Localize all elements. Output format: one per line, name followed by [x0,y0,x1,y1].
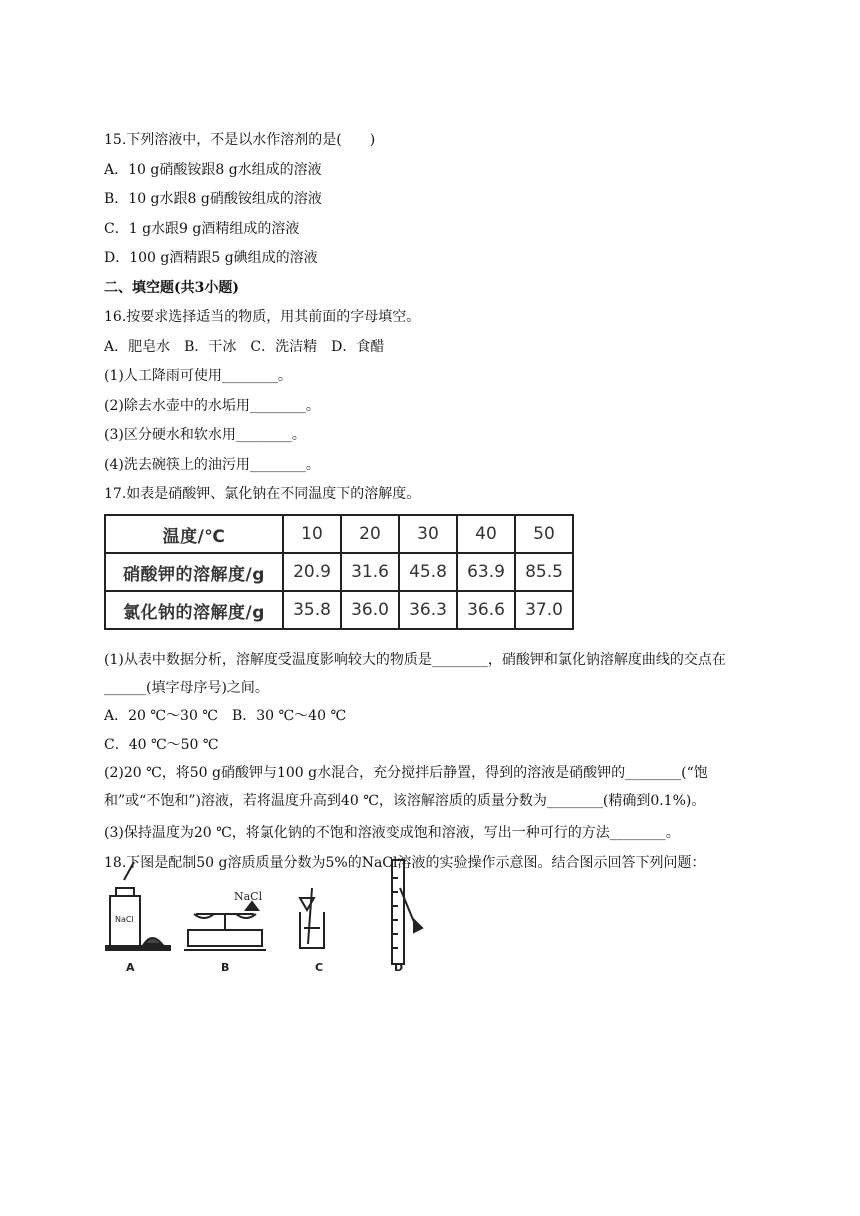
q18-stem: 18.下图是配制50 g溶质质量分数为5%的NaCl溶液的实验操作示意图。结合图示回答下列问题： [104,855,706,871]
table-cell: 20 [341,515,399,553]
reagent-bottle-illustration [106,862,170,950]
q16-part-3: (3)区分硬水和软水用________。 [104,427,306,443]
q16-part-4: (4)洗去碗筷上的油污用________。 [104,457,320,473]
table-cell: 45.8 [399,553,457,591]
q15-option-a: A．10 g硝酸铵跟8 g水组成的溶液 [104,162,322,178]
q16-part-1: (1)人工降雨可使用________。 [104,368,292,384]
figure-label-c: C [315,961,324,974]
table-cell: 37.0 [515,591,573,629]
balance-label: NaCl [234,890,263,903]
table-row [105,515,573,553]
table-row-label: 氯化钠的溶解度/g [105,591,283,629]
section-heading: 二、填空题(共3小题) [104,280,239,296]
table-cell: 63.9 [457,553,515,591]
q15-option-b: B．10 g水跟8 g硝酸铵组成的溶液 [104,191,322,207]
table-cell: 36.3 [399,591,457,629]
bottle-label: NaCl [115,915,134,924]
table-cell: 10 [283,515,341,553]
q17-part-1-options-ab: A．20 ℃～30 ℃ B．30 ℃～40 ℃ [104,708,347,724]
q15-option-d: D．100 g酒精跟5 g碘组成的溶液 [104,250,318,266]
balance-illustration [184,902,266,950]
q17-stem: 17.如表是硝酸钾、氯化钠在不同温度下的溶解度。 [104,486,421,502]
figure-label-d: D [394,961,404,974]
table-cell: 36.0 [341,591,399,629]
table-header-cell: 温度/℃ [105,515,283,553]
table-row [105,553,573,591]
figure-label-a: A [126,961,135,974]
table-cell: 50 [515,515,573,553]
q15-stem: 15.下列溶液中，不是以水作溶剂的是( ) [104,132,376,148]
q17-part-1-option-c: C．40 ℃～50 ℃ [104,737,219,753]
solubility-table [104,514,574,630]
q17-part-2: (2)20 ℃，将50 g硝酸钾与100 g水混合，充分搅拌后静置，得到的溶液是硝酸钾的________(“饱和”或“不饱和”)溶液，若将温度升高到40 ℃，该溶解溶质的质量分数为________(精确到0.1%)。 [104,765,708,809]
table-cell: 36.6 [457,591,515,629]
q16-part-2: (2)除去水壶中的水垢用________。 [104,398,320,414]
table-row-label: 硝酸钾的溶解度/g [105,553,283,591]
q16-choices: A．肥皂水 B．干冰 C．洗洁精 D．食醋 [104,339,385,355]
table-cell: 31.6 [341,553,399,591]
cylinder-illustration [392,860,422,964]
table-cell: 20.9 [283,553,341,591]
table-cell: 35.8 [283,591,341,629]
table-row [105,591,573,629]
q17-part-3: (3)保持温度为20 ℃，将氯化钠的不饱和溶液变成饱和溶液，写出一种可行的方法________。 [104,825,680,841]
q16-stem: 16.按要求选择适当的物质，用其前面的字母填空。 [104,309,421,325]
q17-part-1: (1)从表中数据分析，溶解度受温度影响较大的物质是________，硝酸钾和氯化钠溶解度曲线的交点在______(填字母序号)之间。 [104,652,726,696]
table-cell: 40 [457,515,515,553]
figure-label-b: B [221,961,230,974]
q15-option-c: C．1 g水跟9 g酒精组成的溶液 [104,221,300,237]
table-cell: 30 [399,515,457,553]
experiment-figure [100,858,440,978]
table-cell: 85.5 [515,553,573,591]
beaker-illustration [300,888,324,948]
